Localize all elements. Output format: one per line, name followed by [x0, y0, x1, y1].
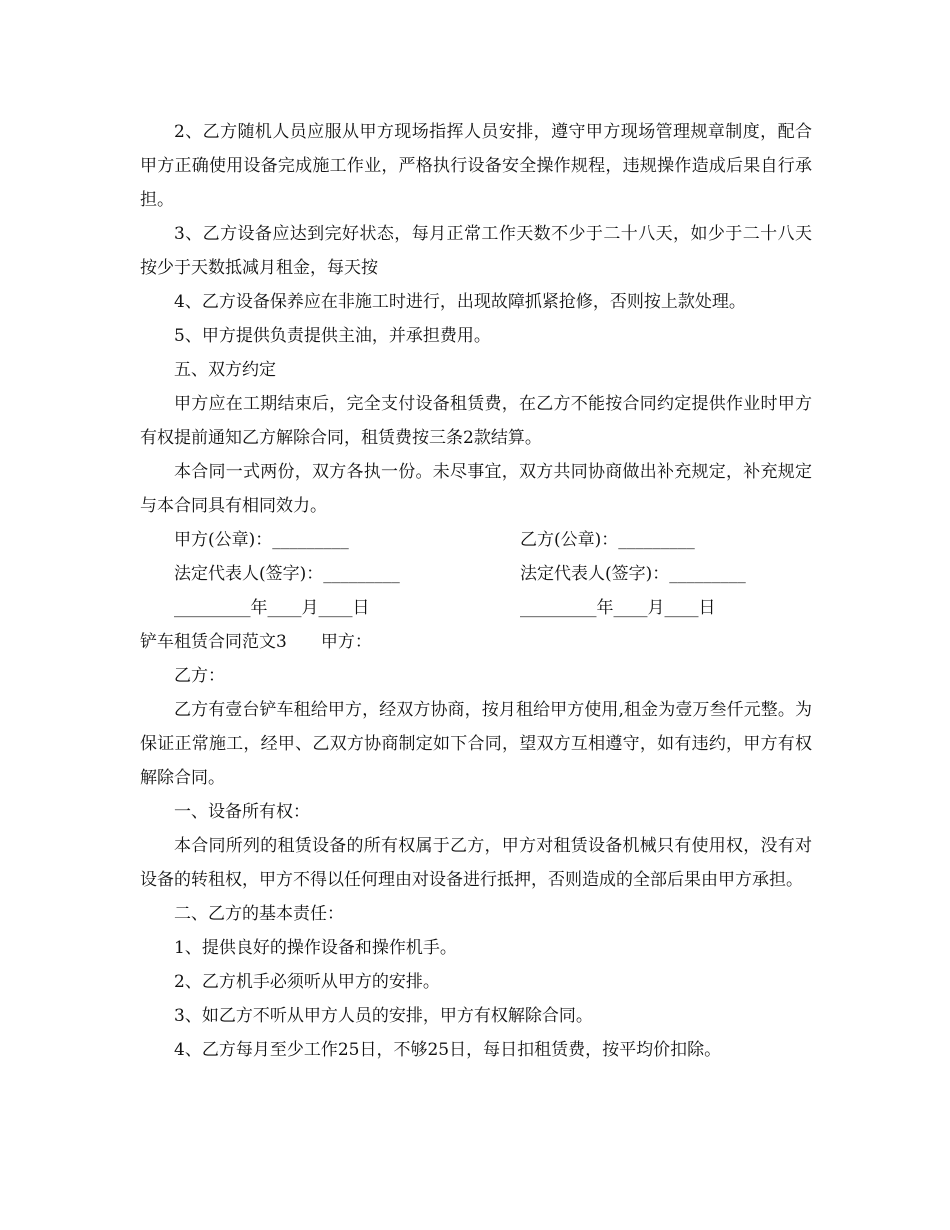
clause-2-paragraph: 2、乙方随机人员应服从甲方现场指挥人员安排，遵守甲方现场管理规章制度，配合甲方正确使用设备完成施工作业，严格执行设备安全操作规程，违规操作造成后果自行承担。: [140, 122, 812, 210]
document-page: [140, 115, 812, 1067]
agreement-paragraph: 甲方应在工期结束后，完全支付设备租赁费，在乙方不能按合同约定提供作业时甲方有权提前通知乙方解除合同，租赁费按三条2款结算。: [140, 394, 812, 448]
party-a-date: _________年____月____日: [174, 598, 370, 618]
contract-3-intro-paragraph: 乙方有壹台铲车租给甲方，经双方协商，按月租给甲方使用,租金为壹万叁仟元整。为保证正常施工，经甲、乙双方协商制定如下合同，望双方互相遵守，如有违约，甲方有权解除合同。: [140, 700, 812, 788]
responsibility-item-1: 1、提供良好的操作设备和操作机手。: [174, 938, 457, 958]
signature-row-date: [140, 591, 812, 625]
party-b-date: _________年____月____日: [520, 598, 716, 618]
party-b-seal: 乙方(公章)：_________: [520, 530, 695, 550]
contract-3-party-b: 乙方：: [174, 666, 225, 686]
signature-row-representative: [140, 557, 812, 591]
clause-5-paragraph: 5、甲方提供负责提供主油，并承担费用。: [174, 326, 491, 346]
contract-3-title-line: 铲车租赁合同范文3 甲方：: [140, 632, 372, 652]
section-heading-mutual-agreement: 五、双方约定: [174, 360, 276, 380]
party-a-seal: 甲方(公章)：_________: [174, 530, 349, 550]
section-heading-responsibilities: 二、乙方的基本责任：: [174, 904, 344, 924]
clause-3-paragraph: 3、乙方设备应达到完好状态，每月正常工作天数不少于二十八天，如少于二十八天按少于天数抵减月租金，每天按: [140, 224, 812, 278]
copies-paragraph: 本合同一式两份，双方各执一份。未尽事宜，双方共同协商做出补充规定，补充规定与本合同具有相同效力。: [140, 462, 812, 516]
ownership-paragraph: 本合同所列的租赁设备的所有权属于乙方，甲方对租赁设备机械只有使用权，没有对设备的转租权，甲方不得以任何理由对设备进行抵押，否则造成的全部后果由甲方承担。: [140, 836, 812, 890]
signature-row-seal: [140, 523, 812, 557]
party-a-representative: 法定代表人(签字)：_________: [174, 564, 400, 584]
clause-4-paragraph: 4、乙方设备保养应在非施工时进行，出现故障抓紧抢修，否则按上款处理。: [174, 292, 746, 312]
responsibility-item-4: 4、乙方每月至少工作25日，不够25日，每日扣租赁费，按平均价扣除。: [174, 1040, 722, 1060]
responsibility-item-3: 3、如乙方不听从甲方人员的安排，甲方有权解除合同。: [174, 1006, 593, 1026]
responsibility-item-2: 2、乙方机手必须听从甲方的安排。: [174, 972, 440, 992]
party-b-representative: 法定代表人(签字)：_________: [520, 564, 746, 584]
section-heading-ownership: 一、设备所有权：: [174, 802, 310, 822]
